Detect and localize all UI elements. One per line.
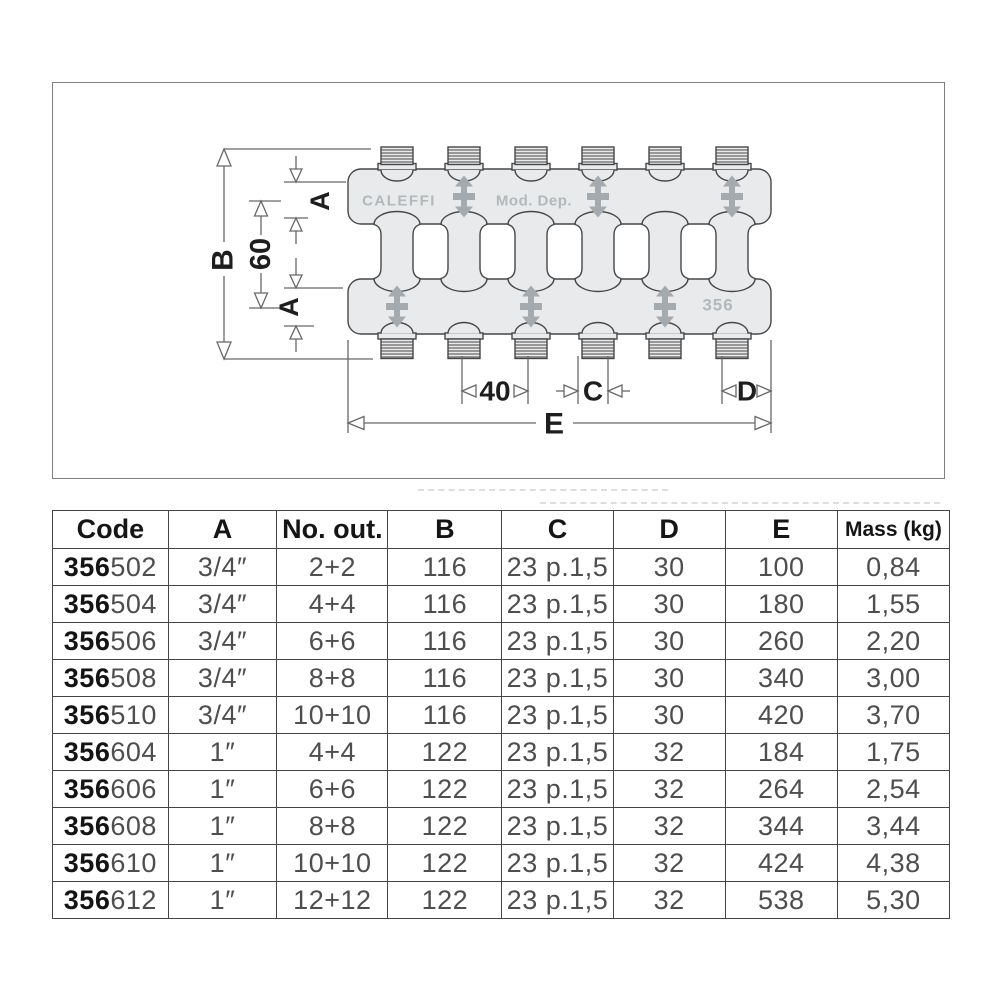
code-cell: 356604 — [53, 734, 169, 771]
table-cell: 23 p.1,5 — [502, 882, 613, 919]
table-cell: 32 — [613, 771, 725, 808]
table-cell: 3,70 — [837, 697, 949, 734]
table-cell: 3,00 — [837, 660, 949, 697]
thread-collar — [646, 333, 684, 339]
table-cell: 4,38 — [837, 845, 949, 882]
table-cell: 424 — [725, 845, 837, 882]
code-cell: 356610 — [53, 845, 169, 882]
table-cell: 23 p.1,5 — [502, 623, 613, 660]
table-cell: 1″ — [168, 734, 277, 771]
column-header: Mass (kg) — [837, 511, 949, 549]
arrowhead — [217, 342, 231, 359]
table-cell: 30 — [613, 660, 725, 697]
table-cell: 1″ — [168, 808, 277, 845]
dim-label-40: 40 — [479, 375, 511, 407]
pipe — [508, 212, 554, 292]
watermark-artifact — [418, 489, 668, 491]
arrowhead — [755, 417, 771, 430]
column-header: D — [613, 511, 725, 549]
code-cell: 356606 — [53, 771, 169, 808]
code-cell: 356612 — [53, 882, 169, 919]
table-cell: 23 p.1,5 — [502, 660, 613, 697]
table-cell: 30 — [613, 623, 725, 660]
code-cell: 356506 — [53, 623, 169, 660]
table-row — [53, 771, 950, 808]
arrowhead — [514, 385, 528, 397]
code-cell: 356608 — [53, 808, 169, 845]
table-row — [53, 697, 950, 734]
dim-label-e: E — [543, 407, 565, 441]
dim-label-60: 60 — [245, 237, 277, 271]
dim-label-b: B — [206, 249, 240, 271]
vent-crossbar — [721, 193, 743, 200]
arrowhead — [255, 201, 268, 216]
table-cell: 122 — [388, 771, 502, 808]
column-header: E — [725, 511, 837, 549]
table-cell: 344 — [725, 808, 837, 845]
table-cell: 5,30 — [837, 882, 949, 919]
thread-collar — [512, 333, 550, 339]
vent-crossbar — [587, 193, 609, 200]
arrowhead — [564, 385, 578, 397]
table-cell: 420 — [725, 697, 837, 734]
pipe — [642, 212, 688, 292]
table-row — [53, 586, 950, 623]
table-cell: 2+2 — [277, 549, 388, 586]
table-cell: 4+4 — [277, 734, 388, 771]
column-header: C — [502, 511, 613, 549]
table-cell: 23 p.1,5 — [502, 697, 613, 734]
table-cell: 122 — [388, 808, 502, 845]
arrowhead — [290, 275, 302, 288]
table-row — [53, 549, 950, 586]
table-cell: 32 — [613, 808, 725, 845]
table-cell: 6+6 — [277, 771, 388, 808]
arrowhead — [722, 385, 736, 397]
table-cell: 1″ — [168, 845, 277, 882]
table-cell: 2,54 — [837, 771, 949, 808]
table-cell: 264 — [725, 771, 837, 808]
table-cell: 32 — [613, 734, 725, 771]
table-cell: 3,44 — [837, 808, 949, 845]
manifold-drawing — [348, 147, 771, 359]
table-cell: 8+8 — [277, 808, 388, 845]
table-cell: 1,55 — [837, 586, 949, 623]
table-cell: 3/4″ — [168, 549, 277, 586]
pipe — [709, 212, 755, 292]
table-cell: 6+6 — [277, 623, 388, 660]
arrowhead — [290, 169, 302, 182]
table-cell: 23 p.1,5 — [502, 771, 613, 808]
table-cell: 23 p.1,5 — [502, 586, 613, 623]
arrowhead — [348, 417, 364, 430]
table-row — [53, 882, 950, 919]
arrowhead — [462, 385, 476, 397]
vent-crossbar — [453, 193, 475, 200]
table-cell: 0,84 — [837, 549, 949, 586]
table-cell: 12+12 — [277, 882, 388, 919]
table-header-row — [53, 511, 950, 549]
table-row — [53, 734, 950, 771]
table-cell: 8+8 — [277, 660, 388, 697]
table-cell: 3/4″ — [168, 586, 277, 623]
table-cell: 122 — [388, 845, 502, 882]
vent-crossbar — [520, 303, 542, 310]
dim-label-a-bottom: A — [274, 297, 304, 317]
column-header: Code — [53, 511, 169, 549]
pipe — [441, 212, 487, 292]
technical-diagram — [53, 83, 943, 477]
table-cell: 30 — [613, 549, 725, 586]
thread-collar — [378, 333, 416, 339]
table-cell: 116 — [388, 586, 502, 623]
table-cell: 10+10 — [277, 697, 388, 734]
brand-text: CALEFFI — [362, 192, 436, 210]
series-text: 356 — [702, 295, 734, 315]
spec-table — [52, 510, 950, 919]
dim-label-c: C — [582, 375, 604, 407]
table-cell: 3/4″ — [168, 660, 277, 697]
table-cell: 10+10 — [277, 845, 388, 882]
model-dep-text: Mod. Dep. — [495, 192, 573, 210]
arrowhead — [290, 326, 302, 339]
table-cell: 538 — [725, 882, 837, 919]
pipe — [575, 212, 621, 292]
table-row — [53, 808, 950, 845]
arrowhead — [217, 149, 231, 166]
watermark-artifact — [540, 502, 940, 504]
table-cell: 30 — [613, 586, 725, 623]
vent-crossbar — [654, 303, 676, 310]
arrowhead — [608, 385, 622, 397]
column-header: No. out. — [277, 511, 388, 549]
thread-collar — [445, 333, 483, 339]
table-row — [53, 845, 950, 882]
table-cell: 122 — [388, 734, 502, 771]
table-cell: 23 p.1,5 — [502, 734, 613, 771]
table-cell: 116 — [388, 697, 502, 734]
code-cell: 356508 — [53, 660, 169, 697]
table-cell: 122 — [388, 882, 502, 919]
table-cell: 32 — [613, 882, 725, 919]
table-cell: 3/4″ — [168, 623, 277, 660]
table-cell: 340 — [725, 660, 837, 697]
arrowhead — [290, 218, 302, 231]
table-cell: 116 — [388, 660, 502, 697]
thread-collar — [713, 333, 751, 339]
column-header: B — [388, 511, 502, 549]
table-cell: 184 — [725, 734, 837, 771]
dim-label-a-top: A — [305, 191, 335, 211]
table-cell: 2,20 — [837, 623, 949, 660]
code-cell: 356510 — [53, 697, 169, 734]
table-cell: 1,75 — [837, 734, 949, 771]
table-cell: 32 — [613, 845, 725, 882]
table-cell: 260 — [725, 623, 837, 660]
code-cell: 356504 — [53, 586, 169, 623]
table-cell: 116 — [388, 549, 502, 586]
arrowhead — [255, 293, 268, 308]
thread-collar — [579, 333, 617, 339]
table-cell: 3/4″ — [168, 697, 277, 734]
code-cell: 356502 — [53, 549, 169, 586]
table-cell: 116 — [388, 623, 502, 660]
technical-drawing-frame — [52, 82, 945, 479]
table-cell: 100 — [725, 549, 837, 586]
arrowhead — [757, 385, 771, 397]
table-cell: 1″ — [168, 882, 277, 919]
table-cell: 23 p.1,5 — [502, 808, 613, 845]
table-cell: 23 p.1,5 — [502, 845, 613, 882]
table-cell: 1″ — [168, 771, 277, 808]
table-row — [53, 623, 950, 660]
column-header: A — [168, 511, 277, 549]
dim-label-d: D — [736, 375, 758, 407]
table-cell: 180 — [725, 586, 837, 623]
pipe — [374, 212, 420, 292]
table-cell: 4+4 — [277, 586, 388, 623]
table-cell: 30 — [613, 697, 725, 734]
table-cell: 23 p.1,5 — [502, 549, 613, 586]
vent-crossbar — [386, 303, 408, 310]
table-row — [53, 660, 950, 697]
